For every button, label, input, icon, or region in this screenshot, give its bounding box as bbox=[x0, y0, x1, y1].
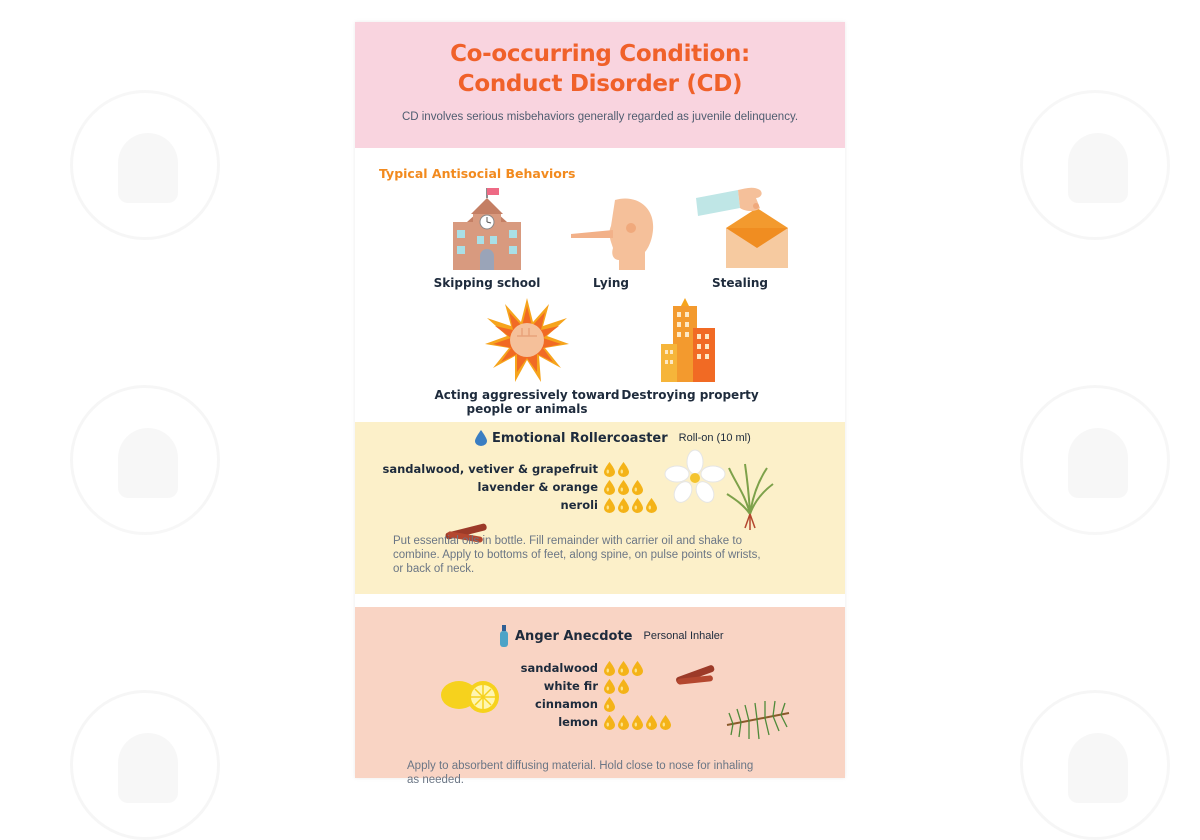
behavior-aggression bbox=[427, 298, 627, 416]
watermark-logo bbox=[70, 690, 220, 840]
behavior-lying bbox=[551, 190, 671, 290]
ingredient-row bbox=[355, 713, 671, 731]
drop-count bbox=[604, 661, 643, 676]
ingredient-name: neroli bbox=[560, 498, 598, 512]
oil-drop-icon bbox=[604, 697, 615, 712]
recipe-format: Personal Inhaler bbox=[643, 630, 724, 642]
recipe-instructions bbox=[393, 534, 761, 576]
ingredient-name: sandalwood, vetiver & grapefruit bbox=[382, 462, 598, 476]
behaviors-section bbox=[355, 148, 845, 422]
oil-drop-icon bbox=[604, 498, 615, 513]
behaviors-title: Typical Antisocial Behaviors bbox=[379, 166, 576, 181]
behavior-label: Lying bbox=[593, 276, 629, 290]
watermark-logo bbox=[70, 385, 220, 535]
oil-drop-icon bbox=[604, 462, 615, 477]
ingredient-row bbox=[355, 478, 643, 496]
behavior-destroying-property bbox=[615, 298, 765, 402]
oil-drop-icon bbox=[632, 498, 643, 513]
behavior-stealing bbox=[675, 186, 805, 290]
vetiver-grass-icon bbox=[725, 464, 775, 530]
behavior-label: Skipping school bbox=[433, 276, 541, 290]
drop-count bbox=[604, 715, 671, 730]
drop-count bbox=[604, 679, 629, 694]
drop-count bbox=[604, 697, 615, 712]
oil-drop-icon bbox=[618, 715, 629, 730]
oil-drop-icon bbox=[604, 715, 615, 730]
instruction-line: Apply to absorbent diffusing material. Hold close to nose for inhaling bbox=[407, 760, 754, 772]
behavior-label-line: people or animals bbox=[466, 402, 588, 416]
ingredient-name: lavender & orange bbox=[477, 480, 598, 494]
instruction-line: combine. Apply to bottoms of feet, along spine, on pulse points of wrists, bbox=[393, 549, 761, 561]
page-title bbox=[355, 22, 845, 99]
recipe-name: Emotional Rollercoaster bbox=[492, 430, 668, 446]
behavior-label: Destroying property bbox=[621, 388, 759, 402]
oil-drop-icon bbox=[604, 679, 615, 694]
behavior-label bbox=[427, 388, 627, 416]
oil-drop-icon bbox=[632, 480, 643, 495]
recipe-name: Anger Anecdote bbox=[515, 628, 633, 644]
behavior-label-line: Acting aggressively toward bbox=[434, 388, 620, 402]
oil-drop-icon bbox=[632, 661, 643, 676]
buildings-icon bbox=[655, 298, 725, 382]
fist-burst-icon bbox=[485, 298, 569, 382]
ingredient-row bbox=[355, 460, 629, 478]
drop-count bbox=[604, 462, 629, 477]
behavior-label: Stealing bbox=[712, 276, 768, 290]
oil-drop-icon bbox=[604, 480, 615, 495]
ingredient-row bbox=[355, 496, 657, 514]
white-fir-branch-icon bbox=[723, 695, 793, 745]
instruction-line: or back of neck. bbox=[393, 563, 475, 575]
header-subtitle: CD involves serious misbehaviors generally regarded as juvenile delinquency. bbox=[401, 111, 799, 123]
ingredient-name: lemon bbox=[558, 715, 598, 729]
ingredient-name: sandalwood bbox=[520, 661, 598, 675]
recipe-format: Roll-on (10 ml) bbox=[678, 432, 751, 444]
drop-icon bbox=[475, 430, 487, 446]
watermark-logo bbox=[70, 90, 220, 240]
watermark-logo bbox=[1020, 385, 1170, 535]
recipe-anger-anecdote bbox=[355, 607, 845, 786]
neroli-flower-icon bbox=[667, 452, 723, 502]
header bbox=[355, 22, 845, 148]
oil-drop-icon bbox=[632, 715, 643, 730]
behavior-skipping-school bbox=[417, 190, 557, 290]
drop-count bbox=[604, 480, 643, 495]
recipe-instructions bbox=[407, 759, 753, 787]
oil-drop-icon bbox=[618, 661, 629, 676]
oil-drop-icon bbox=[604, 661, 615, 676]
lying-head-icon bbox=[569, 190, 653, 270]
oil-drop-icon bbox=[618, 462, 629, 477]
oil-drop-icon bbox=[646, 715, 657, 730]
drop-count bbox=[604, 498, 657, 513]
infographic-card bbox=[355, 22, 845, 786]
stealing-hand-icon bbox=[690, 186, 790, 270]
instruction-line: as needed. bbox=[407, 774, 464, 786]
title-line-2: Conduct Disorder (CD) bbox=[457, 71, 743, 97]
lemon-icon bbox=[439, 675, 503, 715]
inhaler-icon bbox=[498, 625, 510, 647]
recipe-title bbox=[498, 625, 724, 647]
instruction-line: Put essential oils in bottle. Fill remainder with carrier oil and shake to bbox=[393, 535, 742, 547]
watermark-logo bbox=[1020, 690, 1170, 840]
recipe-emotional-rollercoaster bbox=[355, 422, 845, 594]
cinnamon-stick-icon bbox=[673, 661, 717, 693]
recipe-title bbox=[475, 430, 751, 446]
oil-drop-icon bbox=[660, 715, 671, 730]
oil-drop-icon bbox=[646, 498, 657, 513]
oil-drop-icon bbox=[618, 480, 629, 495]
title-line-1: Co-occurring Condition: bbox=[450, 41, 750, 67]
watermark-logo bbox=[1020, 90, 1170, 240]
ingredient-name: cinnamon bbox=[535, 697, 598, 711]
oil-drop-icon bbox=[618, 498, 629, 513]
oil-drop-icon bbox=[618, 679, 629, 694]
school-icon bbox=[447, 190, 527, 270]
ingredient-name: white fir bbox=[543, 679, 598, 693]
